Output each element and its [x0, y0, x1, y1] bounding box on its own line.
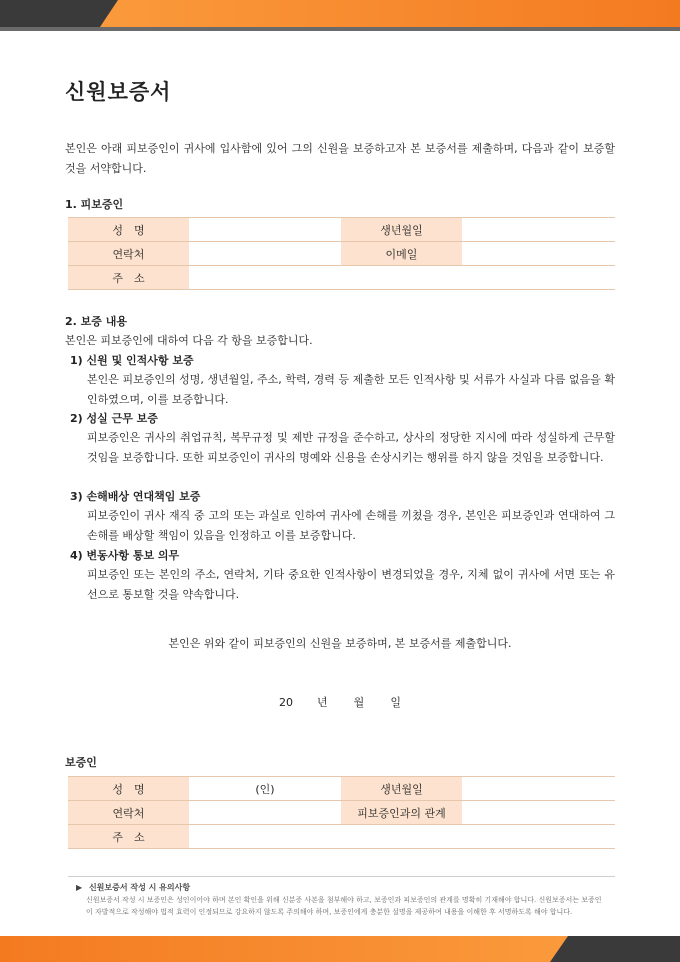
- ward-email-label: 이메일: [341, 242, 462, 266]
- date-line: [0, 694, 680, 710]
- clause-4-title: 4) 변동사항 통보 의무: [70, 549, 180, 562]
- ward-info-table: [68, 217, 615, 290]
- clause-1-text: 본인은 피보증인의 성명, 생년월일, 주소, 학력, 경력 등 제출한 모든 인적사항 및 서류가 사실과 다름 없음을 확인하였으며, 이를 보증합니다.: [87, 373, 615, 406]
- guarantor-relation-field[interactable]: [462, 801, 615, 825]
- guarantor-address-field[interactable]: [189, 825, 615, 849]
- clause-3-text: 피보증인이 귀사 재직 중 고의 또는 과실로 인하여 귀사에 손해를 끼쳤을 경우, 본인은 피보증인과 연대하여 그 손해를 배상할 책임이 있음을 인정하고 이를 보증합니다.: [87, 509, 615, 542]
- intro-paragraph: 본인은 아래 피보증인이 귀사에 입사함에 있어 그의 신원을 보증하고자 본 보증서를 제출하며, 다음과 같이 보증할 것을 서약합니다.: [65, 142, 615, 175]
- date-year-prefix: 20: [279, 696, 294, 709]
- footer-decoration: [0, 936, 680, 962]
- guarantor-birth-field[interactable]: [462, 777, 615, 801]
- ward-name-field[interactable]: [189, 218, 341, 242]
- document-title: 신원보증서: [65, 80, 172, 104]
- guarantor-phone-field[interactable]: [189, 801, 341, 825]
- ward-birth-field[interactable]: [462, 218, 615, 242]
- date-month-label: 월: [353, 696, 365, 709]
- ward-name-label: 성 명: [68, 218, 189, 242]
- ward-birth-label: 생년월일: [341, 218, 462, 242]
- section-heading-guarantor: 보증인: [65, 756, 97, 769]
- header-decoration: [0, 0, 680, 32]
- notes-title-text: 신원보증서 작성 시 유의사항: [88, 883, 191, 892]
- guarantor-name-field[interactable]: [189, 777, 341, 801]
- notes-box: [68, 876, 615, 916]
- clause-1-title: 1) 신원 및 인적사항 보증: [70, 354, 194, 367]
- ward-email-field[interactable]: [462, 242, 615, 266]
- guarantor-relation-label: 피보증인과의 관계: [341, 801, 462, 825]
- closing-statement: 본인은 위와 같이 피보증인의 신원을 보증하며, 본 보증서를 제출합니다.: [168, 637, 512, 650]
- notes-text: 신원보증서 작성 시 보증인은 성인이어야 하며 본인 확인을 위해 신분증 사본을 첨부해야 하고, 보증인과 피보증인의 관계를 명확히 기재해야 합니다. 신원보증서는 보증인이 자발적으로 작성해야 법적 효력이 인정되므로 강요하지 않도록 주의해야 하며, 보증인에게 충분한 설명을 제공하여 내용을 이해한 후 서명하도록 해야 합니다.: [86, 896, 602, 916]
- clause-2-title: 2) 성실 근무 보증: [70, 412, 158, 425]
- ward-address-field[interactable]: [189, 266, 615, 290]
- date-day-label: 일: [390, 696, 401, 709]
- date-year-label: 년: [317, 696, 328, 709]
- ward-phone-label: 연락처: [68, 242, 189, 266]
- guarantor-name-label: 성 명: [68, 777, 189, 801]
- ward-address-label: 주 소: [68, 266, 189, 290]
- clause-4-text: 피보증인 또는 본인의 주소, 연락처, 기타 중요한 인적사항이 변경되었을 경우, 지체 없이 귀사에 서면 또는 유선으로 통보할 것을 약속합니다.: [87, 568, 615, 601]
- guarantor-info-table: [68, 776, 615, 849]
- triangle-right-icon: ▶: [76, 883, 83, 892]
- ward-phone-field[interactable]: [189, 242, 341, 266]
- clause-2-text: 피보증인은 귀사의 취업규칙, 복무규정 및 제반 규정을 준수하고, 상사의 정당한 지시에 따라 성실하게 근무할 것임을 보증합니다. 또한 피보증인이 귀사의 명예와 신용을 손상시키는 행위를 하지 않을 것임을 보증합니다.: [87, 431, 615, 464]
- guarantor-birth-label: 생년월일: [341, 777, 462, 801]
- section-heading-ward: 1. 피보증인: [65, 198, 124, 211]
- clause-3-title: 3) 손해배상 연대책임 보증: [70, 490, 201, 503]
- seal-mark: (인): [255, 782, 275, 796]
- guarantor-address-label: 주 소: [68, 825, 189, 849]
- guarantor-phone-label: 연락처: [68, 801, 189, 825]
- content-intro: 본인은 피보증인에 대하여 다음 각 항을 보증합니다.: [65, 334, 313, 347]
- notes-title: [76, 882, 190, 893]
- section-heading-content: 2. 보증 내용: [65, 315, 127, 328]
